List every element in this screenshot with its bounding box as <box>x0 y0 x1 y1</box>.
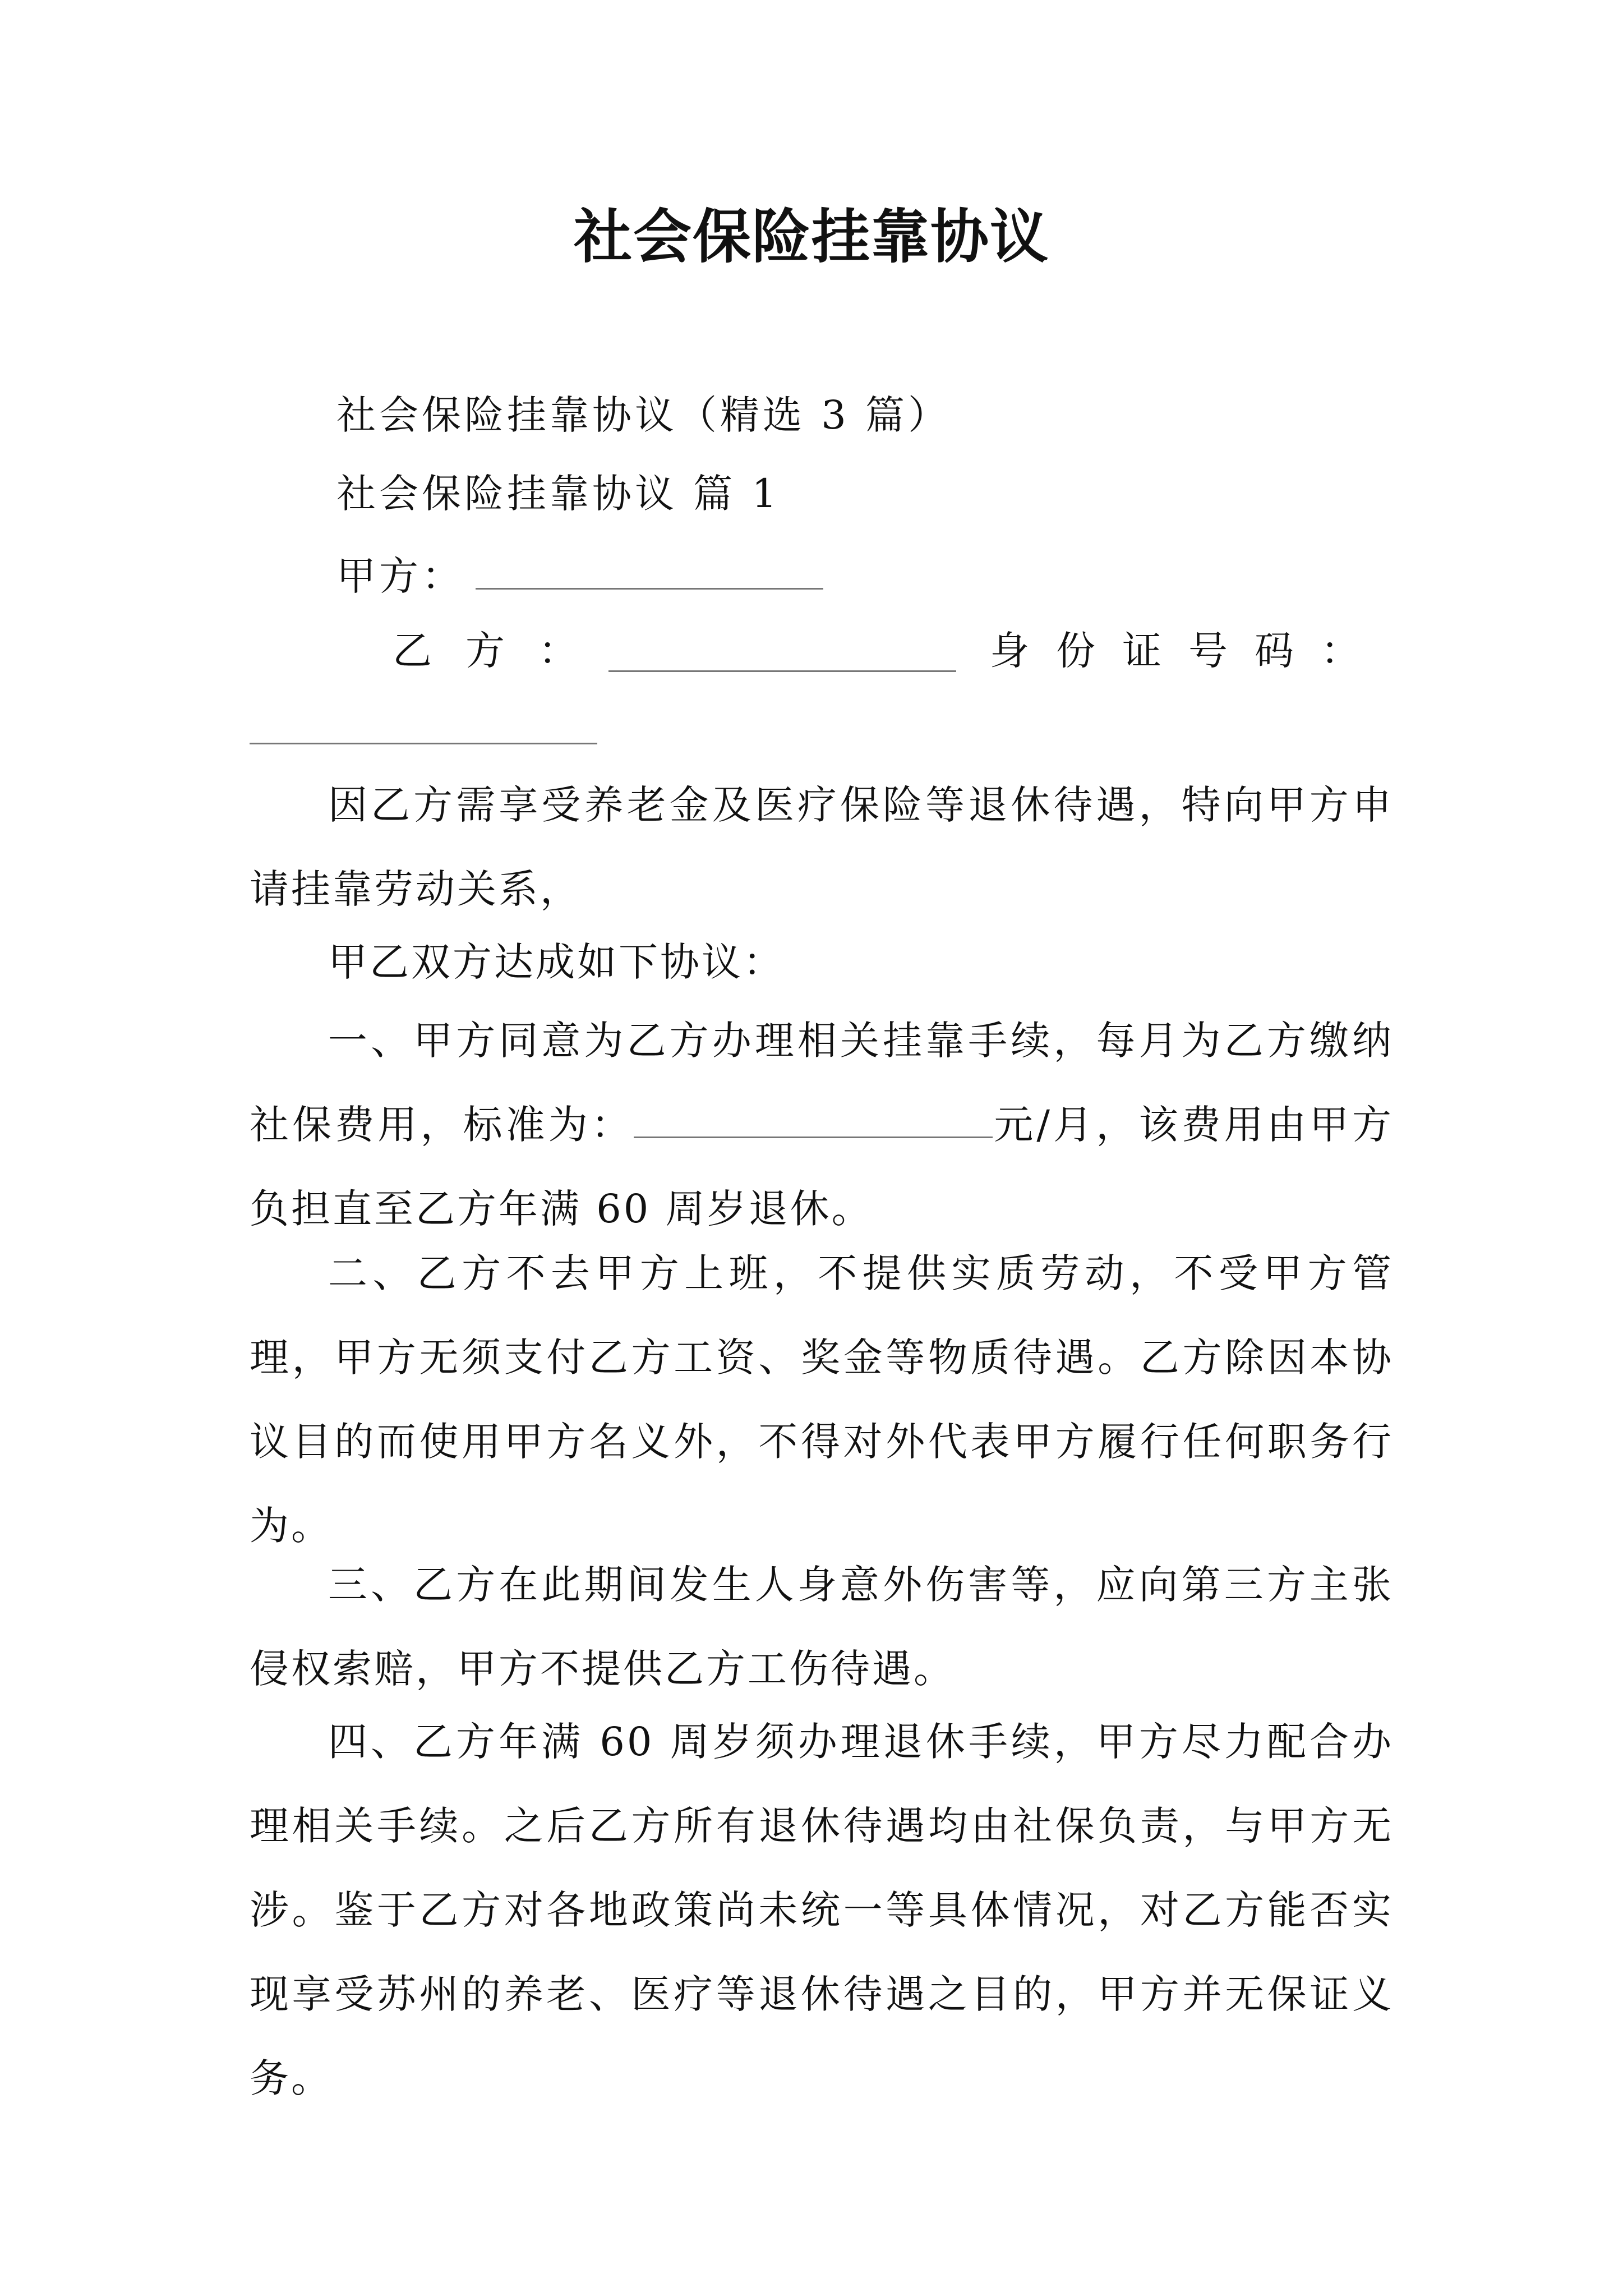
party-b-label: 乙方： <box>393 628 611 674</box>
paragraph-clause-1: 一、甲方同意为乙方办理相关挂靠手续，每月为乙方缴纳社保费用，标准为： 元/月，该费用由甲方负担直至乙方年满 60 周岁退休。 <box>250 1018 1394 1232</box>
party-b-blank <box>608 631 956 672</box>
document-title: 社会保险挂靠协议 <box>573 202 1049 271</box>
section-heading: 社会保险挂靠协议 篇 1 <box>336 471 781 517</box>
subtitle: 社会保险挂靠协议（精选 3 篇） <box>336 392 951 438</box>
party-a-label: 甲方： <box>336 553 464 599</box>
paragraph-clause-4: 四、乙方年满 60 周岁须办理退休手续，甲方尽力配合办理相关手续。之后乙方所有退休待遇均由社保负责，与甲方无涉。鉴于乙方对各地政策尚未统一等具体情况，对乙方能否实现享受苏州的养老、医疗等退休待遇之目的，甲方并无保证义务。 <box>250 1719 1394 2101</box>
party-b-id-blank <box>250 706 597 744</box>
paragraph-clause-2: 二、乙方不去甲方上班，不提供实质劳动，不受甲方管理，甲方无须支付乙方工资、奖金等物质待遇。乙方除因本协议目的而使用甲方名义外，不得对外代表甲方履行任何职务行为。 <box>250 1250 1394 1549</box>
paragraph-intro: 因乙方需享受养老金及医疗保险等退休待遇，特向甲方申请挂靠劳动关系， <box>250 782 1394 912</box>
fee-blank <box>634 1103 993 1139</box>
party-b-id-label: 身份证号码： <box>990 628 1387 674</box>
party-a-blank <box>476 553 823 590</box>
party-a-line <box>336 553 823 599</box>
paragraph-agreement: 甲乙双方达成如下协议： <box>328 939 785 985</box>
paragraph-clause-3: 三、乙方在此期间发生人身意外伤害等，应向第三方主张侵权索赔，甲方不提供乙方工伤待遇。 <box>250 1562 1394 1692</box>
